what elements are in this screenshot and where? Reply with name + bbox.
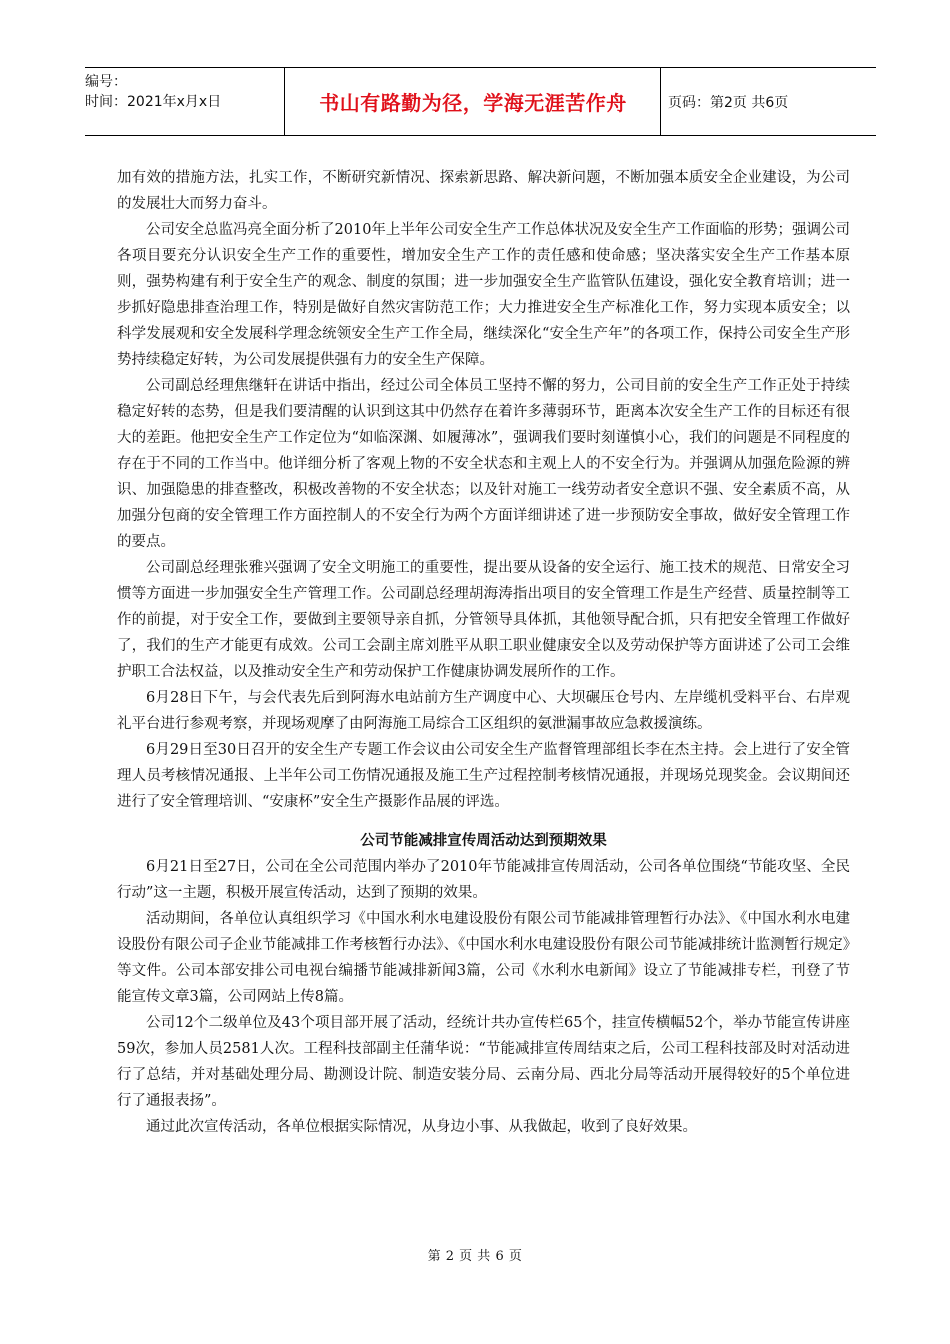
document-time-label: 时间：2021年x月x日	[85, 94, 222, 110]
header-motto: 书山有路勤为径，学海无涯苦作舟	[286, 68, 661, 135]
page-footer: 第 2 页 共 6 页	[427, 1249, 523, 1264]
paragraph: 加有效的措施方法，扎实工作，不断研究新情况、探索新思路、解决新问题，不断加强本质安全企业建设，为公司的发展壮大而努力奋斗。	[117, 170, 850, 212]
section-title: 公司节能减排宣传周活动达到预期效果	[360, 832, 607, 849]
header-meta	[85, 68, 285, 135]
paragraph: 公司副总经理张雅兴强调了安全文明施工的重要性，提出要从设备的安全运行、施工技术的规范、日常安全习惯等方面进一步加强安全生产管理工作。公司副总经理胡海涛指出项目的安全管理工作是生产经营、质量控制等工作的前提，对于安全工作，要做到主要领导亲自抓，分管领导具体抓，其他领导配合抓，只有把安全管理工作做好了，我们的生产才能更有成效。公司工会副主席刘胜平从职工职业健康安全以及劳动保护等方面讲述了公司工会维护职工合法权益，以及推动安全生产和劳动保护工作健康协调发展所作的工作。	[117, 560, 850, 680]
paragraph: 公司安全总监冯亮全面分析了2010年上半年公司安全生产工作总体状况及安全生产工作面临的形势；强调公司各项目要充分认识安全生产工作的重要性，增加安全生产工作的责任感和使命感；坚决落实安全生产工作基本原则，强势构建有利于安全生产的观念、制度的氛围；进一步加强安全生产监管队伍建设，强化安全教育培训；进一步抓好隐患排查治理工作，特别是做好自然灾害防范工作；大力推进安全生产标准化工作，努力实现本质安全；以科学发展观和安全发展科学理念统领安全生产工作全局，继续深化“安全生产年”的各项工作，保持公司安全生产形势持续稳定好转，为公司发展提供强有力的安全生产保障。	[117, 222, 850, 368]
document-body	[117, 165, 850, 1140]
page-header	[85, 67, 876, 136]
paragraph: 6月29日至30日召开的安全生产专题工作会议由公司安全生产监督管理部组长李在杰主持。会上进行了安全管理人员考核情况通报、上半年公司工伤情况通报及施工生产过程控制考核情况通报，并现场兑现奖金。会议期间还进行了安全管理培训、“安康杯”安全生产摄影作品展的评选。	[117, 742, 850, 810]
document-number-label: 编号：	[85, 74, 127, 90]
paragraph: 6月28日下午，与会代表先后到阿海水电站前方生产调度中心、大坝碾压仓号内、左岸缆机受料平台、右岸观礼平台进行参观考察，并现场观摩了由阿海施工局综合工区组织的氨泄漏事故应急救援演练。	[117, 690, 850, 732]
paragraph: 通过此次宣传活动，各单位根据实际情况，从身边小事、从我做起，收到了良好效果。	[146, 1119, 697, 1135]
paragraph: 公司副总经理焦继轩在讲话中指出，经过公司全体员工坚持不懈的努力，公司目前的安全生产工作正处于持续稳定好转的态势，但是我们要清醒的认识到这其中仍然存在着许多薄弱环节，距离本次安全生产工作的目标还有很大的差距。他把安全生产工作定位为“如临深渊、如履薄冰”，强调我们要时刻谨慎小心，我们的问题是不同程度的存在于不同的工作当中。他详细分析了客观上物的不安全状态和主观上人的不安全行为。并强调从加强危险源的辨识、加强隐患的排查整改，积极改善物的不安全状态；以及针对施工一线劳动者安全意识不强、安全素质不高，从加强分包商的安全管理工作方面控制人的不安全行为两个方面详细讲述了进一步预防安全事故，做好安全管理工作的要点。	[117, 378, 850, 550]
paragraph: 公司12个二级单位及43个项目部开展了活动，经统计共办宣传栏65个，挂宣传横幅52个，举办节能宣传讲座59次，参加人员2581人次。工程科技部副主任蒲华说：“节能减排宣传周结束之后，公司工程科技部及时对活动进行了总结，并对基础处理分局、勘测设计院、制造安装分局、云南分局、西北分局等活动开展得较好的5个单位进行了通报表扬”。	[117, 1015, 850, 1109]
paragraph: 活动期间，各单位认真组织学习《中国水利水电建设股份有限公司节能减排管理暂行办法》、《中国水利水电建设股份有限公司子企业节能减排工作考核暂行办法》、《中国水利水电建设股份有限公司节能减排统计监测暂行规定》等文件。公司本部安排公司电视台编播节能减排新闻3篇，公司《水利水电新闻》设立了节能减排专栏，刊登了节能宣传文章3篇，公司网站上传8篇。	[117, 911, 850, 1005]
paragraph: 6月21日至27日，公司在全公司范围内举办了2010年节能减排宣传周活动，公司各单位围绕“节能攻坚、全民行动”这一主题，积极开展宣传活动，达到了预期的效果。	[117, 859, 850, 901]
header-page-label: 页码：第2页 共6页	[668, 94, 789, 111]
